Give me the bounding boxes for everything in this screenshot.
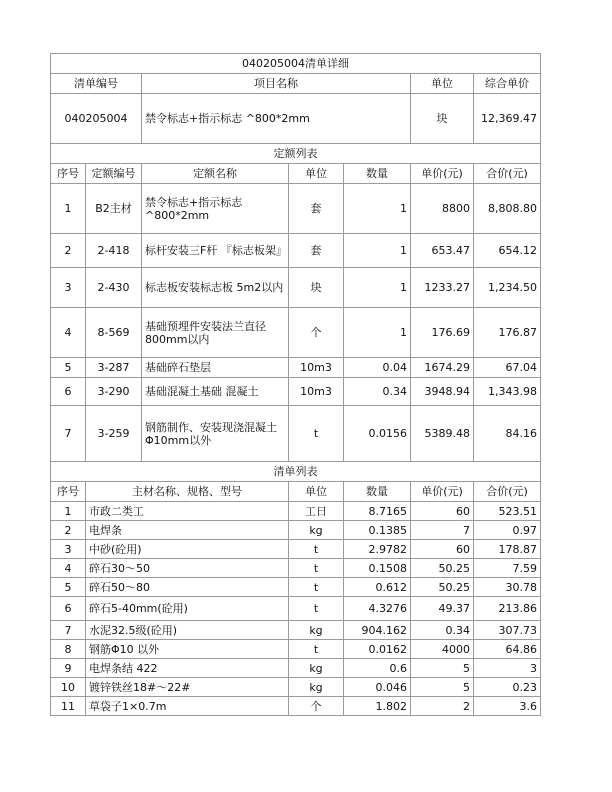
unit-cell: kg — [289, 521, 344, 540]
unit-cell: t — [289, 540, 344, 559]
column-header: 单位 — [289, 482, 344, 502]
row-number: 4 — [51, 308, 86, 358]
row-number: 9 — [51, 659, 86, 678]
quantity-cell: 1 — [344, 184, 411, 234]
unit-price-cell: 5 — [411, 659, 474, 678]
quota-name: 禁令标志+指示标志 ^800*2mm — [142, 184, 289, 234]
quantity-cell: 0.1385 — [344, 521, 411, 540]
summary-header-row — [51, 74, 541, 94]
total-price-cell: 0.23 — [474, 678, 541, 697]
total-price-cell: 30.78 — [474, 578, 541, 597]
unit-price-cell: 4000 — [411, 640, 474, 659]
material-name: 中砂(砼用) — [86, 540, 289, 559]
unit-cell: 10m3 — [289, 378, 344, 406]
unit-cell: t — [289, 578, 344, 597]
total-price-cell: 1,343.98 — [474, 378, 541, 406]
quota-code: B2主材 — [86, 184, 142, 234]
quantity-cell: 0.046 — [344, 678, 411, 697]
row-number: 7 — [51, 621, 86, 640]
unit-cell: 工日 — [289, 502, 344, 521]
column-header: 数量 — [344, 482, 411, 502]
column-header: 合价(元) — [474, 164, 541, 184]
material-name: 市政二类工 — [86, 502, 289, 521]
column-header: 单价(元) — [411, 482, 474, 502]
quota-name: 基础碎石垫层 — [142, 358, 289, 378]
unit-cell: 10m3 — [289, 358, 344, 378]
quantity-cell: 1 — [344, 234, 411, 268]
quantity-cell: 0.0162 — [344, 640, 411, 659]
row-number: 1 — [51, 502, 86, 521]
unit-cell: t — [289, 406, 344, 462]
unit-cell: t — [289, 559, 344, 578]
item-price: 12,369.47 — [474, 94, 541, 144]
unit-cell: 个 — [289, 308, 344, 358]
unit-cell: 套 — [289, 184, 344, 234]
column-header: 合价(元) — [474, 482, 541, 502]
material-row — [51, 540, 541, 559]
quantity-cell: 0.1508 — [344, 559, 411, 578]
total-price-cell: 3 — [474, 659, 541, 678]
quota-code: 2-418 — [86, 234, 142, 268]
row-number: 7 — [51, 406, 86, 462]
total-price-cell: 1,234.50 — [474, 268, 541, 308]
quota-name: 基础预埋件安装法兰直径800mm以内 — [142, 308, 289, 358]
material-name: 电焊条 — [86, 521, 289, 540]
unit-price-cell: 50.25 — [411, 559, 474, 578]
quota-code: 2-430 — [86, 268, 142, 308]
material-name: 碎石50～80 — [86, 578, 289, 597]
row-number: 2 — [51, 234, 86, 268]
quota-name: 标志板安装标志板 5m2以内 — [142, 268, 289, 308]
quota-name: 标杆安装三F杆 『标志板架』 — [142, 234, 289, 268]
column-header: 单价(元) — [411, 164, 474, 184]
quantity-cell: 0.04 — [344, 358, 411, 378]
quota-name: 钢筋制作、安装现浇混凝土Φ10mm以外 — [142, 406, 289, 462]
row-number: 3 — [51, 268, 86, 308]
unit-price-cell: 50.25 — [411, 578, 474, 597]
total-price-cell: 64.86 — [474, 640, 541, 659]
row-number: 1 — [51, 184, 86, 234]
quantity-cell: 1 — [344, 308, 411, 358]
unit-cell: kg — [289, 621, 344, 640]
material-name: 镀锌铁丝18#～22# — [86, 678, 289, 697]
unit-price-cell: 2 — [411, 697, 474, 716]
quantity-cell: 0.612 — [344, 578, 411, 597]
row-number: 8 — [51, 640, 86, 659]
total-price-cell: 213.86 — [474, 597, 541, 621]
total-price-cell: 3.6 — [474, 697, 541, 716]
header-unit: 单位 — [411, 74, 474, 94]
column-header: 定额名称 — [142, 164, 289, 184]
row-number: 4 — [51, 559, 86, 578]
quantity-cell: 904.162 — [344, 621, 411, 640]
quantity-cell: 1 — [344, 268, 411, 308]
row-number: 5 — [51, 358, 86, 378]
total-price-cell: 84.16 — [474, 406, 541, 462]
total-price-cell: 67.04 — [474, 358, 541, 378]
column-header: 序号 — [51, 482, 86, 502]
quota-row — [51, 268, 541, 308]
unit-price-cell: 60 — [411, 540, 474, 559]
quota-code: 3-287 — [86, 358, 142, 378]
column-header: 单位 — [289, 164, 344, 184]
detail-table — [50, 53, 541, 716]
unit-cell: t — [289, 640, 344, 659]
quota-row — [51, 358, 541, 378]
quota-name: 基础混凝土基础 混凝土 — [142, 378, 289, 406]
material-name: 电焊条结 422 — [86, 659, 289, 678]
material-row — [51, 521, 541, 540]
quantity-cell: 0.34 — [344, 378, 411, 406]
total-price-cell: 7.59 — [474, 559, 541, 578]
material-row — [51, 640, 541, 659]
total-price-cell: 523.51 — [474, 502, 541, 521]
unit-price-cell: 60 — [411, 502, 474, 521]
unit-price-cell: 1674.29 — [411, 358, 474, 378]
unit-price-cell: 7 — [411, 521, 474, 540]
unit-price-cell: 0.34 — [411, 621, 474, 640]
quota-row — [51, 378, 541, 406]
material-row — [51, 597, 541, 621]
material-row — [51, 697, 541, 716]
quota-code: 3-259 — [86, 406, 142, 462]
row-number: 6 — [51, 597, 86, 621]
column-header: 定额编号 — [86, 164, 142, 184]
item-unit: 块 — [411, 94, 474, 144]
column-header: 序号 — [51, 164, 86, 184]
table-title: 040205004清单详细 — [51, 54, 541, 74]
quantity-cell: 1.802 — [344, 697, 411, 716]
unit-cell: kg — [289, 659, 344, 678]
item-name: 禁令标志+指示标志 ^800*2mm — [142, 94, 411, 144]
header-code: 清单编号 — [51, 74, 142, 94]
unit-price-cell: 49.37 — [411, 597, 474, 621]
material-row — [51, 621, 541, 640]
total-price-cell: 0.97 — [474, 521, 541, 540]
quota-row — [51, 184, 541, 234]
quota-row — [51, 234, 541, 268]
column-header: 主材名称、规格、型号 — [86, 482, 289, 502]
total-price-cell: 654.12 — [474, 234, 541, 268]
material-row — [51, 502, 541, 521]
unit-cell: 套 — [289, 234, 344, 268]
unit-cell: kg — [289, 678, 344, 697]
material-name: 钢筋Φ10 以外 — [86, 640, 289, 659]
row-number: 10 — [51, 678, 86, 697]
unit-price-cell: 1233.27 — [411, 268, 474, 308]
materials-header-row — [51, 482, 541, 502]
total-price-cell: 307.73 — [474, 621, 541, 640]
total-price-cell: 8,808.80 — [474, 184, 541, 234]
material-name: 草袋子1×0.7m — [86, 697, 289, 716]
row-number: 11 — [51, 697, 86, 716]
quantity-cell: 0.6 — [344, 659, 411, 678]
column-header: 数量 — [344, 164, 411, 184]
material-name: 水泥32.5级(砼用) — [86, 621, 289, 640]
material-row — [51, 559, 541, 578]
row-number: 3 — [51, 540, 86, 559]
material-row — [51, 659, 541, 678]
unit-price-cell: 653.47 — [411, 234, 474, 268]
summary-row — [51, 94, 541, 144]
material-row — [51, 678, 541, 697]
header-name: 项目名称 — [142, 74, 411, 94]
item-code: 040205004 — [51, 94, 142, 144]
unit-price-cell: 8800 — [411, 184, 474, 234]
total-price-cell: 176.87 — [474, 308, 541, 358]
quantity-cell: 2.9782 — [344, 540, 411, 559]
unit-cell: 块 — [289, 268, 344, 308]
row-number: 6 — [51, 378, 86, 406]
material-name: 碎石30～50 — [86, 559, 289, 578]
quantity-cell: 8.7165 — [344, 502, 411, 521]
unit-price-cell: 3948.94 — [411, 378, 474, 406]
material-name: 碎石5-40mm(砼用) — [86, 597, 289, 621]
quota-section-title: 定额列表 — [51, 144, 541, 164]
unit-price-cell: 5 — [411, 678, 474, 697]
total-price-cell: 178.87 — [474, 540, 541, 559]
materials-section-title: 清单列表 — [51, 462, 541, 482]
unit-cell: 个 — [289, 697, 344, 716]
quantity-cell: 4.3276 — [344, 597, 411, 621]
unit-price-cell: 5389.48 — [411, 406, 474, 462]
row-number: 2 — [51, 521, 86, 540]
quantity-cell: 0.0156 — [344, 406, 411, 462]
quota-code: 3-290 — [86, 378, 142, 406]
quota-row — [51, 406, 541, 462]
quota-header-row — [51, 164, 541, 184]
material-row — [51, 578, 541, 597]
unit-price-cell: 176.69 — [411, 308, 474, 358]
header-price: 综合单价 — [474, 74, 541, 94]
row-number: 5 — [51, 578, 86, 597]
unit-cell: t — [289, 597, 344, 621]
quota-row — [51, 308, 541, 358]
quota-code: 8-569 — [86, 308, 142, 358]
